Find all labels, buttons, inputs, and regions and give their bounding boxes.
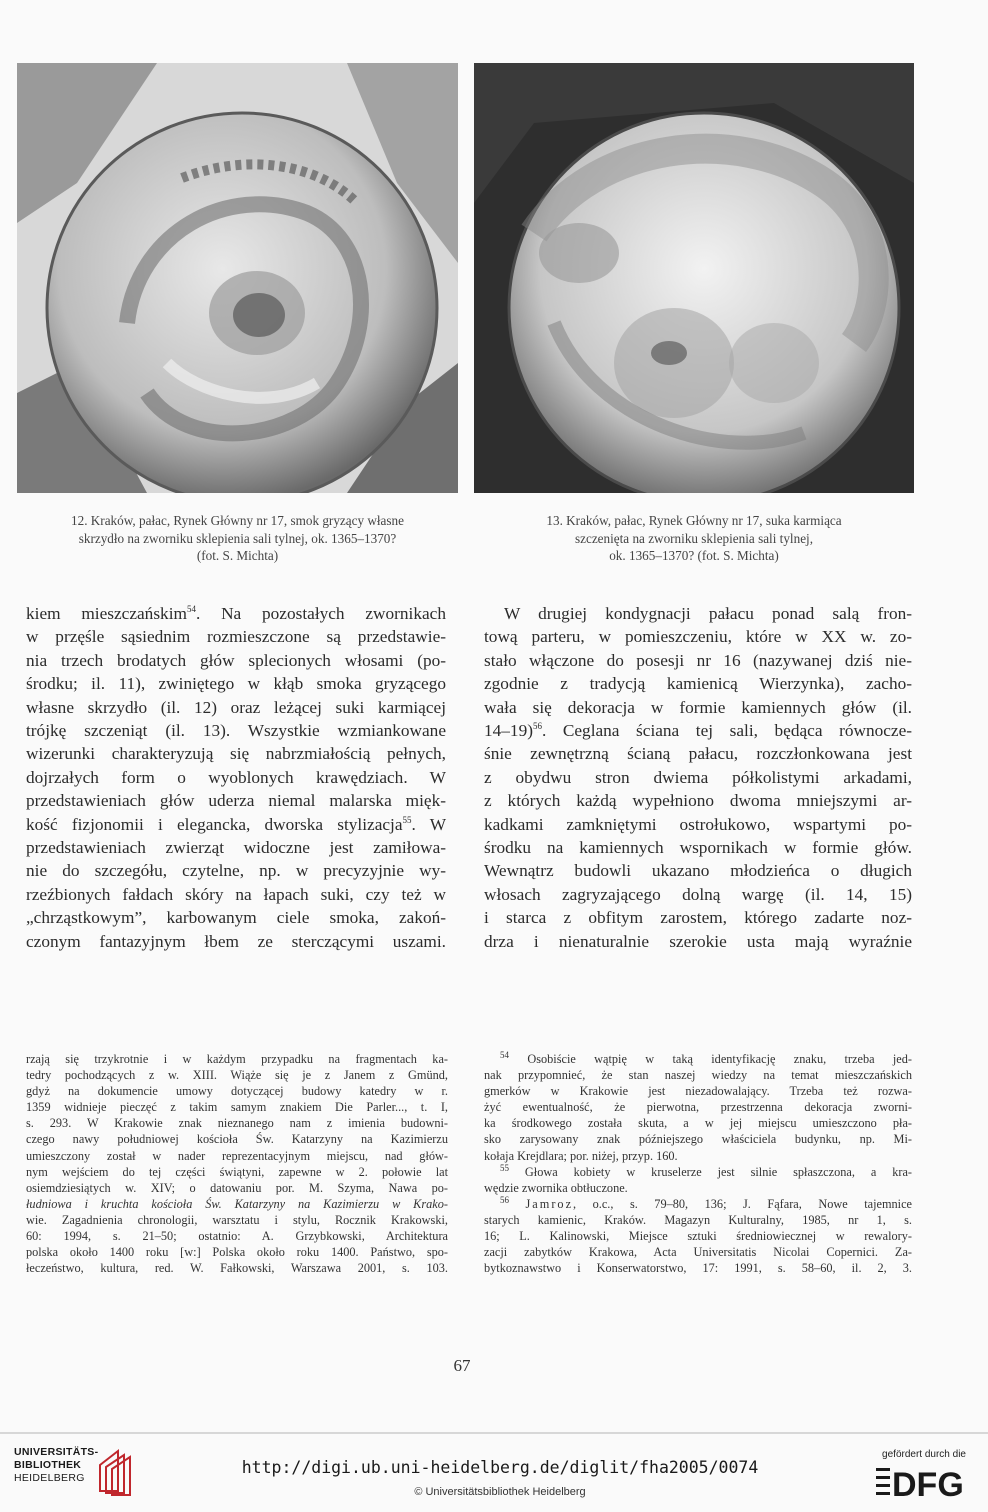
body-line: z obydwu stron dwiema półkolistymi arkadami, [484,767,912,787]
footnote-55 [484,1164,912,1180]
library-name-line: HEIDELBERG [14,1472,85,1484]
caption-line: (fot. S. Michta) [196,548,279,563]
body-column-left [26,602,446,953]
footnote-line: kołaja Krejdlara; por. niżej, przyp. 160. [484,1148,678,1163]
text-span: . W [411,814,447,834]
footnote-line: sko zarysowany znak późniejszego właściciela budynku, np. Mi- [484,1132,912,1147]
body-line: nie do szczegółu, czytelne, np. w precyzyjnie wy- [26,861,446,881]
footnote-ref-56[interactable]: 56 [532,721,542,732]
body-line: z których każdą wypełniono dwoma mniejszymi ar- [484,791,912,811]
caption-line: szczenięta na zworniku sklepienia sali tylnej, [574,530,814,546]
footnote-line: czego nawy południowej kościoła Św. Katarzyny na Kazimierzu [26,1132,448,1147]
body-line: wała się dekoracja w formie kamiennych głów (il. [484,697,912,717]
library-name-line: UNIVERSITÄTS- [14,1446,99,1458]
footnote-line: zacji zabytków Krakowa, Acta Universitatis Nicolai Copernici. Za- [484,1245,912,1260]
footnote-line: osiemdziesiątych w. XIV; o datowaniu por. M. Szyma, Nawa po- [26,1180,448,1195]
footnote-number: 54 [500,1049,509,1060]
footnotes-right [484,1051,912,1276]
body-line: przedstawieniach zwierząt widoczne jest zamiłowa- [26,838,446,858]
dfg-logo[interactable] [876,1462,968,1500]
text-span: kość fizjonomii i elegancka, dworska stylizacja [26,814,403,834]
dragon-keystone-image [17,63,458,493]
text-span: . Ceglana ściana tej sali, będąca równocze- [541,721,912,741]
footnote-56 [484,1196,912,1212]
text-span: . Na pozostałych zwornikach [195,604,446,623]
body-line: nia trzech brodatych głów splecionych włosami (po- [26,650,446,670]
body-line [484,719,912,742]
footer-divider [0,1432,988,1434]
text-span: 14–19) [484,721,533,741]
body-line: środku na kamiennych wspornikach w formie głów. [484,838,912,858]
footnote-line: polska około 1400 roku [w:] Polska około roku 1400. Państwo, spo- [26,1245,448,1260]
caption-line: 12. Kraków, pałac, Rynek Główny nr 17, smok gryzący własne [71,513,404,528]
figure-13-caption [474,512,914,565]
document-url-link[interactable]: http://digi.ub.uni-heidelberg.de/diglit/fha2005/0074 [241,1458,759,1477]
body-line: „chrząstkowym”, karbowanym ciele smoka, zakoń- [26,908,446,928]
footnote-line: 16; L. Kalinowski, Miejsce sztuki średniowiecznej w rewalory- [484,1229,912,1244]
funder-label: gefördert durch die [882,1449,966,1460]
body-line: W drugiej kondygnacji pałacu ponad salą fron- [504,604,912,623]
caption-line: 13. Kraków, pałac, Rynek Główny nr 17, suka karmiąca [546,513,842,528]
footnote-line: 60: 1994, s. 21–50; ostatnio: A. Grzybkowski, Architektura [26,1229,448,1244]
footnote-line: nym wejściem do tej części świątyni, zapewne w 2. połowie lat [26,1164,448,1179]
footnote-ref-55[interactable]: 55 [402,814,412,825]
footnote-line: bytkoznawstwo i Konserwatorstwo, 17: 1991, s. 58–60, il. 2, 3. [484,1261,912,1276]
dfg-logo-bar [876,1492,890,1495]
body-line: włosach zagryzającego dolną wargę (il. 14, 15) [484,884,912,904]
body-line: wizerunki charakteryzują się nabrzmiałością pełnych, [26,744,446,764]
footnote-line: umieszczony został w nader reprezentacyjnym miejscu, nad głów- [26,1148,448,1163]
footnote-line: tedry pochodzących z w. XIII. Wiąże się je z Janem z Gmünd, [26,1068,448,1083]
body-line: rzeźbionych fałdach skóry na łapach suki, czy też w [26,884,446,904]
footnote-line: , o.c., s. 79–80, 136; J. Fąfara, Nowe tajemnice [573,1196,912,1211]
footnote-line: wie. Zagadnienia chronologii, warsztatu i stylu, Rocznik Krakowski, [26,1212,448,1227]
library-mark-icon [96,1447,136,1497]
body-line: drza i nienaturalnie szerokie usta mają wyraźnie [484,931,912,951]
figure-13-photo [474,63,914,493]
body-line: zgodnie z tradycją kamienicą Wierzynka), zacho- [484,674,912,694]
footnote-line: 1359 widnieje pieczęć z takim samym znakiem Die Parler..., t. I, [26,1100,448,1115]
dfg-logo-bar [876,1468,890,1471]
body-line: Wewnątrz budowli ukazano młodzieńca o długich [484,861,912,881]
footnote-line: rzają się trzykrotnie i w każdym przypadku na fragmentach ka- [26,1052,448,1066]
body-line: śnie zewnętrzną ścianą pałacu, rozczłonkowana jest [484,744,912,764]
body-line: kadkami zamkniętymi ostrołukowo, wspartymi po- [484,814,912,834]
dfg-logo-bar [876,1484,890,1487]
footnote-line: gdyż na dokumencie umowy dotyczącej budowy katedry w r. [26,1084,448,1099]
library-name-line: BIBLIOTHEK [14,1459,82,1471]
footnote-line: Głowa kobiety w kruselerze jest silnie spłaszczona, a kra- [524,1164,912,1179]
body-line: trójkę szczeniąt (il. 13). Wszystkie wzmiankowane [26,721,446,741]
dog-keystone-image [474,63,914,493]
dfg-logo-text: DFG [892,1466,964,1500]
body-line: w przęśle sąsiednim rozmieszczone są przedstawie- [26,627,446,647]
body-line: środku; il. 11), zwiniętego w kłąb smoka gryzącego [26,674,446,694]
body-line [26,813,446,836]
caption-line: ok. 1365–1370? (fot. S. Michta) [609,548,779,563]
body-line: czonym fantazyjnym łbem ze sterczącymi uszami. [26,931,446,951]
footnote-line: wędzie zwornika obtłuczone. [484,1180,628,1195]
body-column-right [484,602,912,953]
footnote-line: ka środkowego została skuta, a w jej miejscu umieszczono pła- [484,1116,912,1131]
page-number: 67 [453,1356,471,1375]
footnote-line: Osobiście wątpię w taką identyfikację znaku, trzeba jed- [527,1052,912,1066]
body-line: własne skrzydło (il. 12) oraz leżącej suki karmiącej [26,697,446,717]
footnote-line: s. 293. W Krakowie znak nieznanego nam z imienia budowni- [26,1116,448,1131]
body-line: tową parteru, w pomieszczeniu, które w XX w. zo- [484,627,912,647]
footnote-line: łeczeństwo, kultura, red. W. Fałkowski, Warszawa 2001, s. 103. [26,1261,448,1276]
footnote-line: gmerków w Krakowie jest niezadowalający. Trzeba też rozwa- [484,1084,912,1099]
footnote-line: starych kamienic, Kraków. Magazyn Kulturalny, 1985, nr 1, s. [484,1212,912,1227]
body-line: dojrzałych form o wyoblonych krawędziach. W [26,767,446,787]
footnote-54 [484,1051,912,1067]
figure-12-caption [17,512,458,565]
footnote-line: żyć ewentualność, że pierwotna, przestrzenna dekoracja zworni- [484,1100,912,1115]
body-line: i starca z obfitym zarostem, którego zadarte noz- [484,908,912,928]
footnotes-left [26,1051,448,1276]
text-span: kiem mieszczańskim [26,604,187,623]
body-line [26,602,446,625]
copyright-notice: © Universitätsbibliothek Heidelberg [414,1486,586,1498]
footnote-ref-54[interactable]: 54 [186,604,196,615]
author-name: Jamroz [525,1196,574,1211]
caption-line: skrzydło na zworniku sklepienia sali tylnej, ok. 1365–1370? [78,530,397,546]
footnote-line: nak przypomnieć, że stan naszej wiedzy na temat mieszczańskich [484,1068,912,1083]
body-line: stało włączone do posesji nr 16 (nazywanej dziś nie- [484,650,912,670]
body-line: przedstawieniach głów uderza niemal malarska mięk- [26,791,446,811]
footnote-number: 55 [500,1162,509,1173]
footnote-number: 56 [500,1194,509,1205]
footnote-line: łudniowa i kruchta kościoła Św. Katarzyny na Kazimierzu w Krako- [26,1196,448,1211]
dfg-logo-bar [876,1476,890,1479]
figure-12-photo [17,63,458,493]
